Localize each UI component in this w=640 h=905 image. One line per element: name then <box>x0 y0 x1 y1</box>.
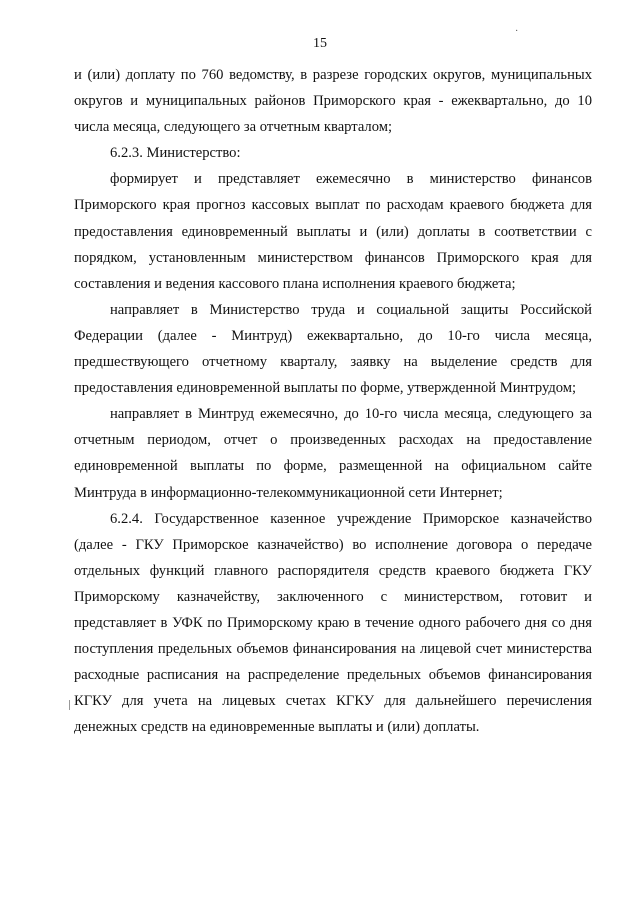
section-6-2-4-treasury: 6.2.4. Государственное казенное учреждение Приморское казначейство (далее - ГКУ Приморское казначейство) во исполнение договора о передаче отдельных функций главного распорядителя средств краевого бюджета ГКУ Приморскому казначейству, заключенного с министерством, готовит и представляет в УФК по Приморскому краю в течение одного рабочего дня со дня поступления предельных объемов финансирования на лицевой счет министерства расходные расписания на распределение предельных объемов финансирования КГКУ для учета на лицевых счетах КГКУ для дальнейшего перечисления денежных средств на единовременные выплаты и (или) доплаты. <box>74 510 592 736</box>
scan-margin-tick <box>69 700 70 710</box>
section-heading-6-2-3: 6.2.3. Министерство: <box>110 145 241 162</box>
paragraph-forecast: формирует и представляет ежемесячно в министерство финансов Приморского края прогноз кассовых выплат по расходам краевого бюджета для предоставления единовременный выплаты и (или) доплаты в соответствии с порядком, установленным министерством финансов Приморского края для составления и ведения кассового плана исполнения краевого бюджета; <box>74 171 592 292</box>
document-body <box>74 62 592 740</box>
scan-artifact-mark: · <box>515 26 519 37</box>
paragraph-report: направляет в Минтруд ежемесячно, до 10-го числа месяца, следующего за отчетным периодом, отчет о произведенных расходах на предоставление единовременной выплаты по форме, размещенной на официальном сайте Минтруда в информационно-телекоммуникационной сети Интернет; <box>74 406 592 501</box>
paragraph-continuation: и (или) доплату по 760 ведомству, в разрезе городских округов, муниципальных округов и муниципальных районов Приморского края - ежеквартально, до 10 числа месяца, следующего за отчетным кварталом; <box>74 67 592 136</box>
paragraph-application: направляет в Министерство труда и социальной защиты Российской Федерации (далее - Минтруд) ежеквартально, до 10-го числа месяца, предшествующего отчетному кварталу, заявку на выделение средств для предоставления единовременной выплаты по форме, утвержденной Минтрудом; <box>74 301 592 397</box>
page-number: 15 <box>313 36 327 51</box>
